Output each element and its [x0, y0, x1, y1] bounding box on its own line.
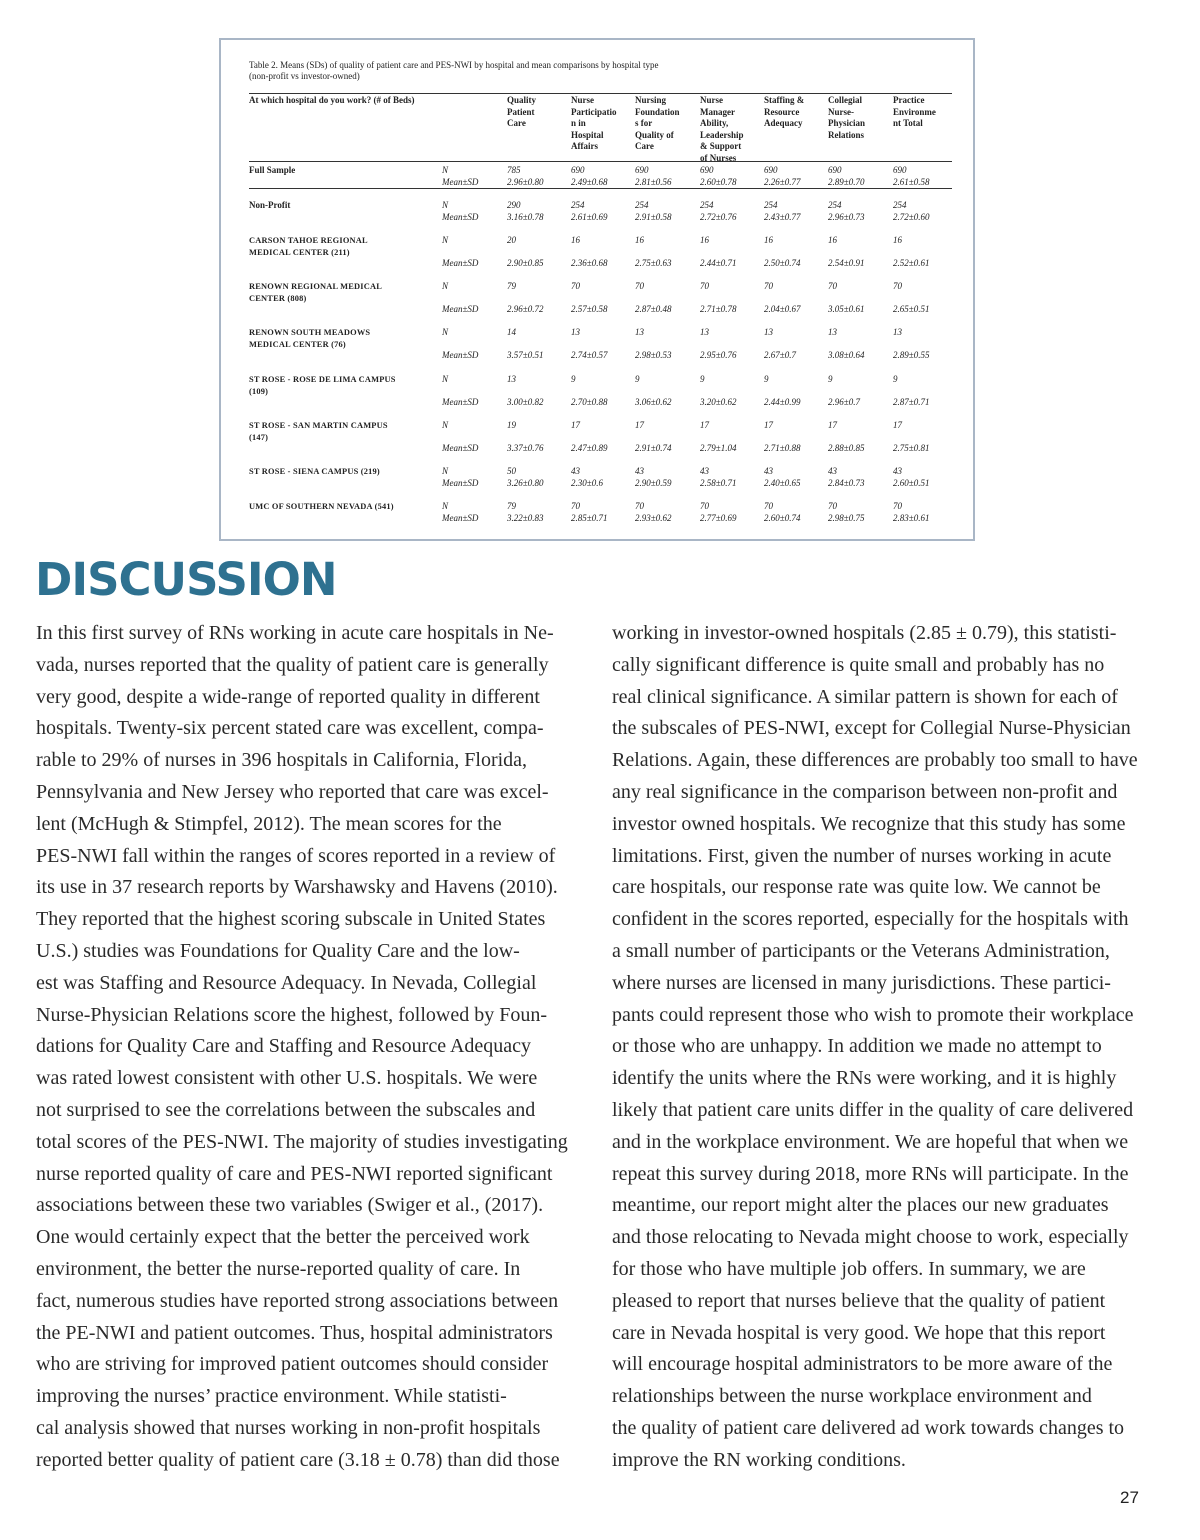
cell-mean-sd: 2.72±0.76	[700, 212, 737, 222]
column-header: Affairs	[571, 141, 598, 151]
row-header-label: At which hospital do you work? (# of Beds)	[249, 95, 415, 105]
cell-mean-sd: 2.89±0.55	[893, 350, 930, 360]
text-line: pleased to report that nurses believe that the quality of patient	[612, 1289, 1106, 1312]
column-header: Nurse	[700, 95, 723, 105]
cell-n: 17	[764, 420, 773, 430]
cell-n: 13	[507, 374, 516, 384]
text-line: total scores of the PES-NWI. The majority of studies investigating	[36, 1130, 568, 1153]
stat-label-n: N	[442, 165, 449, 175]
cell-n: 690	[700, 165, 714, 175]
text-line: dations for Quality Care and Staffing and Resource Adequacy	[36, 1035, 532, 1058]
column-header: Nurse-	[828, 106, 854, 117]
text-line: likely that patient care units differ in the quality of care delivered	[612, 1098, 1134, 1121]
cell-n: 290	[507, 200, 521, 210]
column-header: Staffing &	[764, 95, 805, 105]
row-label: RENOWN SOUTH MEADOWS	[249, 328, 371, 337]
cell-mean-sd: 2.49±0.68	[571, 177, 608, 187]
text-line: real clinical significance. A similar pattern is shown for each of	[612, 685, 1118, 708]
cell-n: 254	[893, 200, 907, 210]
cell-mean-sd: 2.65±0.51	[893, 304, 930, 314]
text-line: Relations. Again, these differences are probably too small to have	[612, 749, 1138, 772]
cell-n: 70	[893, 281, 902, 291]
text-line: a small number of participants or the Veterans Administration,	[612, 939, 1110, 962]
column-header: Quality	[507, 95, 537, 105]
text-line: confident in the scores reported, especially for the hospitals with	[612, 908, 1129, 931]
text-line: PES-NWI fall within the ranges of scores reported in a review of	[36, 844, 556, 867]
column-header: Participatio	[571, 106, 617, 117]
text-line: lent (McHugh & Stimpfel, 2012). The mean scores for the	[36, 812, 502, 835]
row-label: ST ROSE - SIENA CAMPUS (219)	[249, 467, 380, 476]
cell-mean-sd: 2.54±0.91	[828, 258, 865, 268]
cell-n: 70	[828, 501, 837, 511]
cell-n: 13	[700, 327, 709, 337]
stat-label-n: N	[442, 420, 449, 430]
stat-label-mean: Mean±SD	[442, 397, 479, 407]
text-line: the subscales of PES-NWI, except for Collegial Nurse-Physician	[612, 717, 1131, 740]
caption-line: Table 2. Means (SDs) of quality of patient care and PES-NWI by hospital and mean comparisons by hospital type	[249, 60, 659, 70]
text-line: care in Nevada hospital is very good. We hope that this report	[612, 1321, 1106, 1344]
cell-mean-sd: 2.61±0.69	[571, 212, 608, 222]
stat-label-n: N	[442, 374, 449, 384]
cell-mean-sd: 3.00±0.82	[507, 397, 544, 407]
row-label: ST ROSE - ROSE DE LIMA CAMPUS	[249, 375, 396, 384]
row-label: MEDICAL CENTER (76)	[249, 339, 346, 349]
cell-mean-sd: 3.06±0.62	[635, 397, 672, 407]
cell-mean-sd: 2.72±0.60	[893, 212, 930, 222]
cell-mean-sd: 2.52±0.61	[893, 258, 930, 268]
caption-line: (non-profit vs investor-owned)	[249, 71, 360, 81]
cell-mean-sd: 2.70±0.88	[571, 397, 608, 407]
row-label: Full Sample	[249, 165, 296, 175]
row-label: MEDICAL CENTER (211)	[249, 247, 350, 257]
cell-mean-sd: 2.71±0.88	[764, 443, 801, 453]
section-heading: DISCUSSION	[35, 553, 337, 606]
cell-mean-sd: 2.30±0.6	[571, 478, 603, 488]
cell-mean-sd: 2.87±0.71	[893, 397, 930, 407]
cell-mean-sd: 2.90±0.85	[507, 258, 544, 268]
text-line: working in investor-owned hospitals (2.85 ± 0.79), this statisti-	[612, 622, 1117, 644]
cell-n: 70	[764, 501, 773, 511]
cell-mean-sd: 3.22±0.83	[507, 513, 544, 523]
cell-mean-sd: 2.74±0.57	[571, 350, 608, 360]
cell-n: 254	[635, 200, 649, 210]
cell-mean-sd: 2.95±0.76	[700, 350, 737, 360]
text-line: One would certainly expect that the better the perceived work	[36, 1226, 530, 1249]
text-line: not surprised to see the correlations between the subscales and	[36, 1098, 536, 1121]
cell-n: 254	[571, 200, 585, 210]
text-line: will encourage hospital administrators to be more aware of the	[612, 1353, 1113, 1376]
column-header: Ability,	[700, 118, 729, 128]
cell-n: 9	[828, 374, 833, 384]
column-header: Patient	[507, 106, 535, 117]
body-text-right-column	[612, 618, 1172, 1477]
text-line: meantime, our report might alter the places our new graduates	[612, 1194, 1109, 1217]
cell-n: 43	[635, 466, 644, 476]
stat-label-n: N	[442, 200, 449, 210]
cell-n: 13	[635, 327, 644, 337]
column-header: Quality of	[635, 129, 674, 140]
column-header: Leadership	[700, 129, 744, 140]
cell-mean-sd: 2.58±0.71	[700, 478, 737, 488]
cell-n: 690	[828, 165, 842, 175]
cell-mean-sd: 2.71±0.78	[700, 304, 737, 314]
text-line: In this first survey of RNs working in acute care hospitals in Ne-	[36, 622, 554, 644]
cell-mean-sd: 2.79±1.04	[700, 443, 737, 453]
cell-mean-sd: 2.60±0.51	[893, 478, 930, 488]
cell-n: 70	[764, 281, 773, 291]
cell-n: 254	[764, 200, 778, 210]
cell-mean-sd: 2.93±0.62	[635, 513, 672, 523]
cell-n: 690	[635, 165, 649, 175]
text-line: est was Staffing and Resource Adequacy. In Nevada, Collegial	[36, 971, 537, 994]
cell-n: 690	[893, 165, 907, 175]
cell-mean-sd: 3.20±0.62	[700, 397, 737, 407]
cell-n: 20	[507, 235, 516, 245]
cell-n: 79	[507, 281, 516, 291]
cell-mean-sd: 2.61±0.58	[893, 177, 930, 187]
column-header: Manager	[700, 106, 735, 117]
text-line: where nurses are licensed in many jurisdictions. These partici-	[612, 971, 1111, 994]
cell-n: 16	[635, 235, 644, 245]
cell-mean-sd: 2.91±0.58	[635, 212, 672, 222]
cell-mean-sd: 2.87±0.48	[635, 304, 672, 314]
column-header: Resource	[764, 106, 800, 117]
column-header: Relations	[828, 129, 864, 140]
cell-n: 17	[571, 420, 580, 430]
text-line: and in the workplace environment. We are hopeful that when we	[612, 1130, 1129, 1153]
text-line: rable to 29% of nurses in 396 hospitals in California, Florida,	[36, 749, 528, 772]
cell-mean-sd: 3.57±0.51	[507, 350, 544, 360]
text-line: reported better quality of patient care (3.18 ± 0.78) than did those	[36, 1448, 560, 1471]
page-number: 27	[1120, 1488, 1139, 1507]
column-header: n in	[571, 118, 586, 128]
cell-mean-sd: 2.85±0.71	[571, 513, 608, 523]
cell-mean-sd: 2.96±0.73	[828, 212, 865, 222]
cell-mean-sd: 2.98±0.75	[828, 513, 865, 523]
text-line: the quality of patient care delivered ad work towards changes to	[612, 1416, 1125, 1439]
stat-label-mean: Mean±SD	[442, 258, 479, 268]
row-label: ST ROSE - SAN MARTIN CAMPUS	[249, 421, 388, 430]
text-line: associations between these two variables (Swiger et al., (2017).	[36, 1194, 544, 1217]
cell-mean-sd: 2.60±0.78	[700, 177, 737, 187]
cell-mean-sd: 2.36±0.68	[571, 258, 608, 268]
cell-n: 16	[893, 235, 902, 245]
text-line: and those relocating to Nevada might choose to work, especially	[612, 1226, 1129, 1249]
text-line: nurse reported quality of care and PES-NWI reported significant	[36, 1162, 553, 1185]
text-line: fact, numerous studies have reported strong associations between	[36, 1289, 559, 1312]
table-figure	[219, 38, 975, 541]
row-label: CENTER (808)	[249, 293, 307, 303]
stat-label-mean: Mean±SD	[442, 350, 479, 360]
text-line: for those who have multiple job offers. In summary, we are	[612, 1257, 1086, 1280]
stat-label-mean: Mean±SD	[442, 513, 479, 523]
cell-mean-sd: 2.89±0.70	[828, 177, 865, 187]
column-header: Hospital	[571, 129, 604, 140]
cell-mean-sd: 2.57±0.58	[571, 304, 608, 314]
column-header: Environme	[893, 106, 936, 117]
text-line: investor owned hospitals. We recognize that this study has some	[612, 812, 1126, 835]
cell-n: 13	[764, 327, 773, 337]
cell-n: 16	[764, 235, 773, 245]
cell-mean-sd: 2.43±0.77	[764, 212, 801, 222]
stat-label-mean: Mean±SD	[442, 212, 479, 222]
column-header: & Support	[700, 141, 742, 151]
stat-label-mean: Mean±SD	[442, 478, 479, 488]
cell-n: 70	[700, 501, 709, 511]
cell-mean-sd: 2.77±0.69	[700, 513, 737, 523]
column-header: Nurse	[571, 95, 594, 105]
cell-mean-sd: 2.26±0.77	[764, 177, 801, 187]
cell-mean-sd: 2.90±0.59	[635, 478, 672, 488]
cell-n: 9	[700, 374, 705, 384]
cell-mean-sd: 2.96±0.80	[507, 177, 544, 187]
column-header: nt Total	[893, 118, 923, 128]
cell-mean-sd: 2.88±0.85	[828, 443, 865, 453]
row-label: UMC OF SOUTHERN NEVADA (541)	[249, 502, 394, 511]
text-line: hospitals. Twenty-six percent stated care was excellent, compa-	[36, 717, 544, 740]
cell-mean-sd: 2.60±0.74	[764, 513, 801, 523]
cell-n: 70	[893, 501, 902, 511]
cell-mean-sd: 2.40±0.65	[764, 478, 801, 488]
text-line: pants could represent those who wish to promote their workplace	[612, 1003, 1134, 1026]
text-line: environment, the better the nurse-reported quality of care. In	[36, 1257, 521, 1280]
cell-n: 9	[893, 374, 898, 384]
cell-n: 70	[635, 501, 644, 511]
cell-n: 690	[764, 165, 778, 175]
cell-n: 16	[700, 235, 709, 245]
cell-mean-sd: 2.96±0.7	[828, 397, 860, 407]
cell-mean-sd: 2.50±0.74	[764, 258, 801, 268]
cell-n: 43	[764, 466, 773, 476]
column-header: of Nurses	[700, 152, 737, 163]
text-line: cally significant difference is quite small and probably has no	[612, 653, 1105, 676]
cell-n: 254	[828, 200, 842, 210]
cell-n: 70	[700, 281, 709, 291]
stat-label-n: N	[442, 235, 449, 245]
text-line: They reported that the highest scoring subscale in United States	[36, 908, 546, 931]
cell-mean-sd: 2.96±0.72	[507, 304, 544, 314]
cell-n: 43	[700, 466, 709, 476]
cell-n: 690	[571, 165, 585, 175]
cell-mean-sd: 3.16±0.78	[507, 212, 544, 222]
cell-n: 43	[571, 466, 580, 476]
text-line: the PE-NWI and patient outcomes. Thus, hospital administrators	[36, 1321, 553, 1344]
cell-n: 70	[571, 501, 580, 511]
full-sample-rule	[249, 188, 952, 189]
stat-label-mean: Mean±SD	[442, 443, 479, 453]
column-header: Nursing	[635, 95, 667, 105]
text-line: who are striving for improved patient outcomes should consider	[36, 1353, 549, 1376]
column-header: Care	[507, 118, 526, 128]
cell-n: 17	[700, 420, 709, 430]
cell-n: 13	[828, 327, 837, 337]
table-caption	[249, 60, 929, 82]
cell-n: 79	[507, 501, 516, 511]
cell-n: 14	[507, 327, 516, 337]
text-line: Pennsylvania and New Jersey who reported that care was excel-	[36, 780, 549, 803]
text-line: vada, nurses reported that the quality of patient care is generally	[36, 653, 549, 676]
cell-mean-sd: 2.83±0.61	[893, 513, 930, 523]
table-top-rule	[249, 93, 952, 94]
cell-n: 16	[828, 235, 837, 245]
cell-mean-sd: 2.91±0.74	[635, 443, 672, 453]
cell-mean-sd: 2.98±0.53	[635, 350, 672, 360]
text-line: very good, despite a wide-range of reported quality in different	[36, 685, 540, 708]
cell-mean-sd: 2.47±0.89	[571, 443, 608, 453]
stat-label-mean: Mean±SD	[442, 304, 479, 314]
cell-n: 9	[635, 374, 640, 384]
row-label: Non-Profit	[249, 200, 291, 210]
text-line: limitations. First, given the number of nurses working in acute	[612, 844, 1112, 867]
cell-mean-sd: 2.67±0.7	[764, 350, 796, 360]
cell-n: 9	[764, 374, 769, 384]
column-header: s for	[635, 118, 653, 128]
text-line: or those who are unhappy. In addition we made no attempt to	[612, 1035, 1102, 1058]
text-line: its use in 37 research reports by Warshawsky and Havens (2010).	[36, 876, 558, 899]
stat-label-n: N	[442, 281, 449, 291]
row-label: CARSON TAHOE REGIONAL	[249, 236, 368, 245]
text-line: relationships between the nurse workplace environment and	[612, 1385, 1092, 1408]
text-line: care hospitals, our response rate was quite low. We cannot be	[612, 876, 1101, 899]
column-header: Adequacy	[764, 118, 803, 128]
cell-mean-sd: 3.08±0.64	[828, 350, 865, 360]
cell-n: 19	[507, 420, 516, 430]
cell-n: 70	[828, 281, 837, 291]
cell-n: 785	[507, 165, 521, 175]
cell-n: 70	[635, 281, 644, 291]
cell-mean-sd: 2.04±0.67	[764, 304, 801, 314]
stat-label-n: N	[442, 327, 449, 337]
cell-mean-sd: 2.75±0.81	[893, 443, 930, 453]
cell-n: 17	[828, 420, 837, 430]
cell-n: 70	[571, 281, 580, 291]
cell-mean-sd: 2.81±0.56	[635, 177, 672, 187]
cell-n: 254	[700, 200, 714, 210]
stat-label-n: N	[442, 466, 449, 476]
column-header: Care	[635, 141, 654, 151]
row-label: RENOWN REGIONAL MEDICAL	[249, 282, 383, 291]
header-rule	[249, 161, 952, 162]
column-header: Foundation	[635, 106, 680, 117]
cell-n: 9	[571, 374, 576, 384]
stat-label-n: N	[442, 501, 449, 511]
cell-n: 16	[571, 235, 580, 245]
cell-n: 50	[507, 466, 516, 476]
text-line: improving the nurses’ practice environment. While statisti-	[36, 1385, 507, 1408]
stat-label-mean: Mean±SD	[442, 177, 479, 187]
text-line: Nurse-Physician Relations score the highest, followed by Foun-	[36, 1003, 548, 1026]
text-line: any real significance in the comparison between non-profit and	[612, 780, 1118, 803]
cell-n: 17	[635, 420, 644, 430]
text-line: U.S.) studies was Foundations for Quality Care and the low-	[36, 939, 520, 962]
cell-n: 13	[893, 327, 902, 337]
cell-n: 17	[893, 420, 902, 430]
text-line: identify the units where the RNs were working, and it is highly	[612, 1067, 1117, 1090]
column-header: Practice	[893, 95, 925, 105]
cell-mean-sd: 2.84±0.73	[828, 478, 865, 488]
text-line: improve the RN working conditions.	[612, 1448, 906, 1471]
text-line: was rated lowest consistent with other U.S. hospitals. We were	[36, 1067, 538, 1090]
cell-mean-sd: 2.44±0.71	[700, 258, 737, 268]
cell-n: 13	[571, 327, 580, 337]
cell-mean-sd: 3.26±0.80	[507, 478, 544, 488]
cell-n: 43	[828, 466, 837, 476]
column-header: Physician	[828, 118, 866, 128]
cell-mean-sd: 2.44±0.99	[764, 397, 801, 407]
cell-n: 43	[893, 466, 902, 476]
column-header: Collegial	[828, 95, 862, 105]
cell-mean-sd: 3.37±0.76	[507, 443, 544, 453]
text-line: repeat this survey during 2018, more RNs will participate. In the	[612, 1162, 1129, 1185]
row-label: (147)	[249, 432, 269, 442]
text-line: cal analysis showed that nurses working in non-profit hospitals	[36, 1416, 541, 1439]
body-text-left-column	[36, 618, 596, 1477]
row-label: (109)	[249, 386, 269, 396]
cell-mean-sd: 3.05±0.61	[828, 304, 865, 314]
cell-mean-sd: 2.75±0.63	[635, 258, 672, 268]
